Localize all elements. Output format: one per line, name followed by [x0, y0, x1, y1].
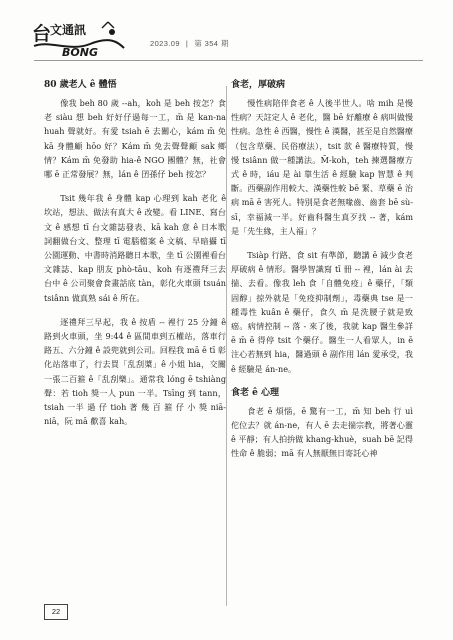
issue-date: 2023.09	[150, 39, 180, 48]
paragraph: 像我 beh 80 歲 --ah，koh 是 beh 按怎？食老 siàu 想 beh 好好仔過每一工，m̄ 是 kan-na huah 聲就好。有愛 tsiah ē 去關心，kám m̄ 免 kā 身體顧 hōo 好？Kám m̄ 免去聲聲顧 sak 鄉情？Kám m̄ 免發助 hia-ê NGO 團體？無，社會哪 ē 正常發展？無，lán ê 囝孫仔 beh 按怎？	[44, 98, 226, 180]
article-heading: 80 歲老人 ê 體悟	[44, 80, 117, 90]
column-divider	[226, 86, 227, 606]
section-heading: 食老，厚破病	[231, 80, 286, 90]
magazine-logo	[30, 18, 128, 58]
paragraph: 逐禮拜三早起，我 ê 按盾 -- 裡行 25 分鐘 ê 路到火車頭，坐 9:44 ê 區間車到五權站，落車行路五、六分鐘 ê 設兜就到公司。回程我 mā ē tī 彰化站落車了，行去買「乱刮槳」ê 小姐 hia，交關一張二百箍 ê「乱刮樂」。通常我 lóng ē tshiàng 聲：若 tioh 獎一人 pun 一半。Tsīng 到 tann，tsiah 一半 過 仔 tioh 著 幾 百 箍 仔 小 獎 niā-niā，阮 mā 歡喜 kah。	[44, 316, 226, 427]
svg-text:台: 台	[32, 23, 52, 45]
svg-text:BONG: BONG	[62, 46, 98, 58]
paragraph: Tsit 幾年我 ê 身體 kap 心理到 kah 老化 ê 坎站，想法、做法有真大 ê 改變。看 LINE、寫台文 ê 感想 tī 台文雜誌發表、kā kah 意 ê 日本歌詞翻做台文、整理 tī 電腦檔案 ê 文稿、早暗攝 tī 公園運動、中書時消路聽日本歌，坐 tī 公園裡看台文雜誌、kap 朋友 phò-tāu、koh 有逐禮拜三去台中 ê 公司聚會食畫話底 tàn，彰化火車頭 tsuán tsiânn 做真熟 sái ê 所在。	[44, 193, 226, 303]
svg-text:文通訊: 文通訊	[50, 23, 87, 37]
right-column	[231, 78, 413, 467]
left-column	[44, 78, 226, 434]
issue-info: 2023.09 | 第 354 期	[150, 39, 229, 48]
paragraph: 食老 ē 煩惱，ē 驚有一工，m̄ 知 beh 行 uì 佗位去？就 án-ne，有人 ē 去走揣宗教，將著心靈 ê 平靜；有人拍拚做 khang-khuè，suah bē 記得性命 ê 脆弱；mā 有人無厭無日寄託心神	[231, 405, 413, 459]
issue-number: 第 354 期	[194, 39, 229, 48]
header-rule	[34, 60, 423, 61]
section-subheading: 食老 ê 心理	[231, 387, 279, 398]
paragraph: 慢性病陪伴食老 ê 人後半世人。啥 mih 是慢性病？天註定人 ê 老化，醫 bē 好離療 ê 病叫做慢性病。急性 ê 西醫，慢性 ê 漢醫，甚至是自然醫療（包含草藥、民俗療法），tsit 款 ê 醫療特質，慢慢 tsiânn 做一種講法。M̄-koh，teh 揀選醫療方式 ê 時，iáu 是 ài 靠生活 ê 經驗 kap 智慧 ê 判斷。西藥副作用較大、漢藥性較 bē 緊、草藥 ē 治病 mā ē 害死人。特別是食老無喙齒、齒套 bē sù-sī，幸福減一半。好齒科醫生真歹找 -- 著，kám 是「先生緣，主人福」？	[231, 98, 413, 236]
magazine-logo-icon	[30, 18, 128, 58]
paragraph: Tsiàp 行路、食 sit 有準節，聽講 ē 減少食老厚破病 ê 情形。醫學智識寫 tī 冊 -- 裡，lán ài 去揣、去看。像我 leh 食「自體免疫」ê 藥仔，「類固醇」掠外就是「免疫抑制劑」，毒藥典 tse 是一種毒性 kuân ê 藥仔，食久 m̄ 是洗腰子就是致癌。病情控制 -- 落 - 來了後，我就 kap 醫生參詳 ē m̄ ē 得停 tsit 个藥仔。醫生一人看眾人，in ē 注心若無到 hia，醫過頭 ê 副作用 lán 愛承受，我 ê 經驗是 án-ne。	[231, 250, 413, 374]
page-number: 22	[44, 604, 68, 620]
page-header	[0, 0, 453, 62]
